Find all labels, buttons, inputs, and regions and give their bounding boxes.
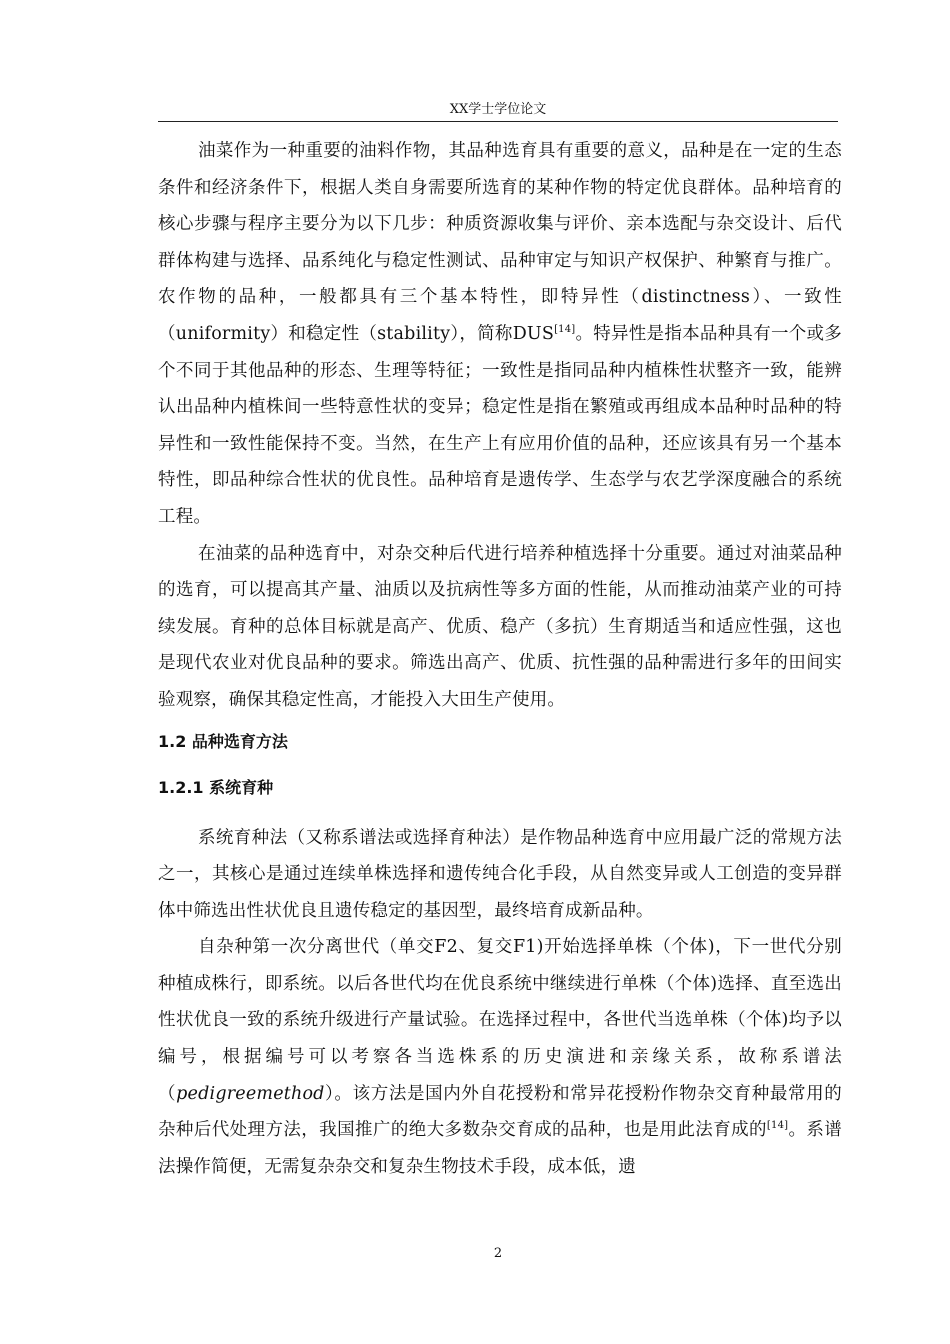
section-heading: 1.2 品种选育方法	[158, 731, 288, 751]
paragraph-system-breeding	[158, 820, 842, 930]
document-body	[158, 133, 842, 1185]
italic-term: pedigreemethod	[176, 1083, 325, 1104]
paragraph-text: ）。该方法是国内外自花授粉和常异花授粉作物杂交育种最常用的杂种后代处理方法，我国推广的绝大多数杂交育成的品种，也是用此法育成的	[158, 1083, 842, 1141]
paragraph-breeding-goals	[158, 536, 842, 719]
paragraph-text: 在油菜的品种选育中，对杂交种后代进行培养种植选择十分重要。通过对油菜品种的选育，可以提高其产量、油质以及抗病性等多方面的性能，从而推动油菜产业的可持续发展。育种的总体目标就是高产、优质、稳产（多抗）生育期适当和适应性强，这也是现代农业对优良品种的要求。筛选出高产、优质、抗性强的品种需进行多年的田间实验观察，确保其稳定性高，才能投入大田生产使用。	[158, 543, 842, 710]
running-header: XX学士学位论文	[449, 102, 547, 117]
page-number: 2	[493, 1246, 503, 1261]
subsection-heading: 1.2.1 系统育种	[158, 777, 274, 797]
paragraph-pedigree-method	[158, 929, 842, 1185]
paragraph-text: 自杂种第一次分离世代（单交F2、复交F1)开始选择单株（个体)，下一世代分别种植成株行，即系统。以后各世代均在优良系统中继续进行单株（个体)选择、直至选出性状优良一致的系统升级进行产量试验。在选择过程中，各世代当选单株（个体)均予以编号，根据编号可以考察各当选株系的历史演进和亲缘关系，故称系谱法（	[158, 937, 842, 1104]
paragraph-text: 。特异性是指本品种具有一个或多个不同于其他品种的形态、生理等特征；一致性是指同品种内植株性状整齐一致，能辨认出品种内植株间一些特意性状的变异；稳定性是指在繁殖或再组成本品种时品种的特异性和一致性能保持不变。当然，在生产上有应用价值的品种，还应该具有另一个基本特性，即品种综合性状的优良性。品种培育是遗传学、生态学与农艺学深度融合的系统工程。	[158, 323, 842, 527]
paragraph-rapeseed-variety	[158, 133, 842, 536]
paragraph-text: 油菜作为一种重要的油料作物，其品种选育具有重要的意义，品种是在一定的生态条件和经济条件下，根据人类自身需要所选育的某种作物的特定优良群体。品种培育的核心步骤与程序主要分为以下几步：种质资源收集与评价、亲本选配与杂交设计、后代群体构建与选择、品系纯化与稳定性测试、品种审定与知识产权保护、种繁育与推广。农作物的品种，一般都具有三个基本特性，即特异性（distinctness）、一致性（uniformity）和稳定性（stability），简称DUS	[158, 141, 842, 344]
citation-ref: [14]	[554, 323, 576, 335]
paragraph-text: 系统育种法（又称系谱法或选择育种法）是作物品种选育中应用最广泛的常规方法之一，其核心是通过连续单株选择和遗传纯合化手段，从自然变异或人工创造的变异群体中筛选出性状优良且遗传稳定的基因型，最终培育成新品种。	[158, 827, 842, 921]
citation-ref: [14]	[766, 1120, 789, 1132]
header-divider	[158, 121, 838, 122]
paragraph-text: 。系谱法操作简便，无需复杂杂交和复杂生物技术手段，成本低，遗	[158, 1120, 842, 1177]
